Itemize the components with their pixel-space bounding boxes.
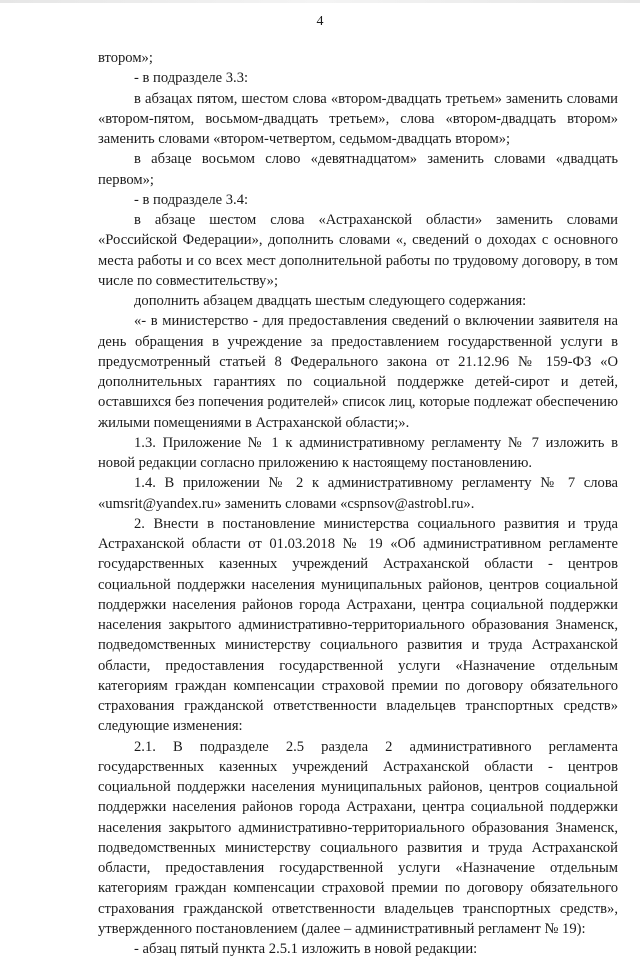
paragraph: 2. Внести в постановление министерства социального развития и труда Астраханской области от 01.03.2018 № 19 «Об административном регламенте государственных казенных учреждений Астраханской области - центров социальной поддержки населения муниципальных районов, центров социальной поддержки населения районов города Астрахани, центра социальной поддержки населения закрытого административно-территориального образования Знаменск, подведомственных министерству социального развития и труда Астраханской области, предоставления государственной услуги «Назначение отдельным категориям граждан компенсации страховой премии по договору обязательного страхования гражданской ответственности владельцев транспортных средств» следующие изменения: [98, 515, 618, 735]
paragraph: - в подразделе 3.4: [134, 191, 249, 208]
paragraph: «- в министерство - для предоставления сведений о включении заявителя на день обращения в учреждение за предоставлением государственной услуги в предусмотренный статьей 8 Федерального закона от 21.12.96 № 159-ФЗ «О дополнительных гарантиях по социальной поддержке детей-сирот и детей, оставшихся без попечения родителей» список лиц, которые подлежат обеспечению жилыми помещениями в Астраханской области;». [98, 313, 618, 431]
body-text [98, 48, 618, 959]
paragraph: в абзаце восьмом слово «девятнадцатом» заменить словами «двадцать первом»; [98, 151, 618, 188]
paragraph: дополнить абзацем двадцать шестым следующего содержания: [134, 293, 527, 309]
paragraph: в абзацах пятом, шестом слова «втором-двадцать третьем» заменить словами «втором-пятом, восьмом-двадцать третьем», слова «втором-двадцать втором» заменить словами «втором-четвертом, седьмом-двадцать втором»; [98, 90, 618, 147]
paragraph: 1.3. Приложение № 1 к административному регламенту № 7 изложить в новой редакции согласно приложению к настоящему постановлению. [98, 434, 618, 471]
scan-edge [0, 0, 640, 3]
paragraph: втором»; [98, 50, 153, 66]
paragraph: 2.1. В подразделе 2.5 раздела 2 административного регламента государственных казенных учреждений Астраханской области - центров социальной поддержки населения муниципальных районов, центров социальной поддержки населения районов города Астрахани, центра социальной поддержки населения закрытого административно-территориального образования Знаменск, подведомственных министерству социального развития и труда Астраханской области, предоставления государственной услуги «Назначение отдельным категориям граждан компенсации страховой премии по договору обязательного страхования гражданской ответственности владельцев транспортных средств», утвержденного постановлением (далее – административный регламент № 19): [98, 738, 618, 937]
paragraph: - в подразделе 3.3: [134, 70, 249, 87]
paragraph: - абзац пятый пункта 2.5.1 изложить в новой редакции: [134, 941, 478, 957]
paragraph: в абзаце шестом слова «Астраханской области» заменить словами «Российской Федерации», дополнить словами «, сведений о доходах с основного места работы и со всех мест дополнительной работы по трудовому договору, в том числе по совместительству»; [98, 212, 618, 289]
paragraph: 1.4. В приложении № 2 к административному регламенту № 7 слова «umsrit@yandex.ru» заменить словами «csрnsov@astrobl.ru». [98, 475, 618, 512]
page-number: 4 [316, 14, 324, 29]
